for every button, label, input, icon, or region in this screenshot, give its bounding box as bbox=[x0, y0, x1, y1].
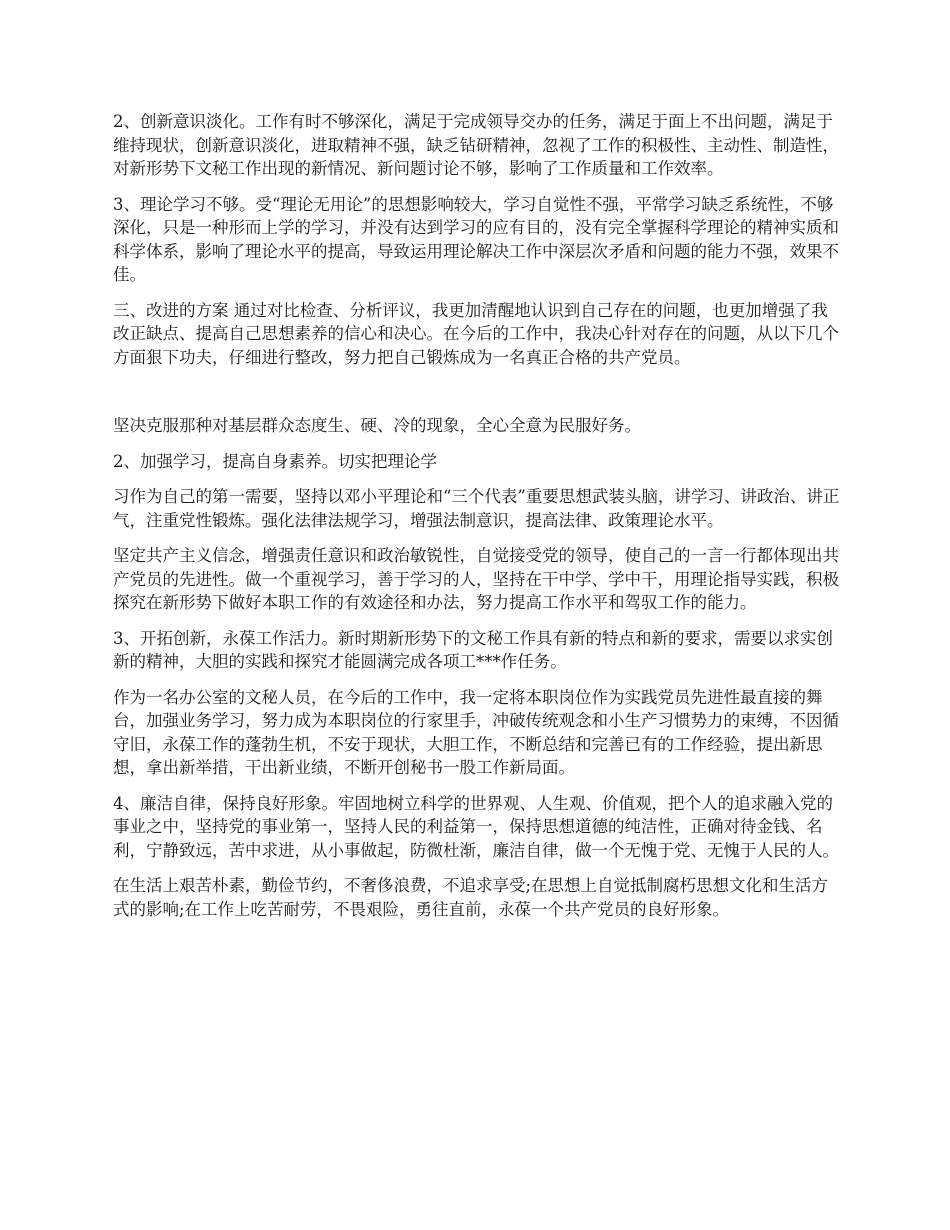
paragraph-innovation-vitality: 3、开拓创新，永葆工作活力。新时期新形势下的文秘工作具有新的特点和新的要求，需要以求实创新的精神，大胆的实践和探究才能圆满完成各项工***作任务。 bbox=[113, 628, 833, 671]
paragraph-theory-study: 3、理论学习不够。受“理论无用论”的思想影响较大，学习自觉性不强，平常学习缺乏系统性，不够深化，只是一种形而上学的学习，并没有达到学习的应有目的，没有完全掌握科学理论的精神实质和科学体系，影响了理论水平的提高，导致运用理论解决工作中深层次矛盾和问题的能力不强，效果不佳。 bbox=[113, 194, 839, 284]
paragraph-improvement-plan: 三、改进的方案 通过对比检查、分析评议，我更加清醒地认识到自己存在的问题，也更加增强了我改正缺点、提高自己思想素养的信心和决心。在今后的工作中，我决心针对存在的问题，从以下几个方面狠下功夫，仔细进行整改，努力把自己锻炼成为一名真正合格的共产党员。 bbox=[113, 300, 839, 367]
paragraph-strengthen-study: 2、加强学习，提高自身素养。切实把理论学 bbox=[113, 451, 437, 471]
paragraph-integrity: 4、廉洁自律，保持良好形象。牢固地树立科学的世界观、人生观、价值观，把个人的追求融入党的事业之中，坚持党的事业第一，坚持人民的利益第一，保持思想道德的纯洁性，正确对待金钱、名利，宁静致远，苦中求进，从小事做起，防微杜渐，廉洁自律，做一个无愧于党、无愧于人民的人。 bbox=[113, 793, 839, 860]
section-gap bbox=[113, 381, 840, 414]
paragraph-serve-people: 坚决克服那种对基层群众态度生、硬、冷的现象，全心全意为民服好务。 bbox=[113, 416, 641, 435]
paragraph-secretary-role: 作为一名办公室的文秘人员，在今后的工作中，我一定将本职岗位作为实践党员先进性最直接的舞台，加强业务学习，努力成为本职岗位的行家里手，冲破传统观念和小生产习惯势力的束缚，不因循守旧，永葆工作的蓬勃生机，不安于现状，大胆工作，不断总结和完善已有的工作经验，提出新思想，拿出新举措，干出新业绩，不断开创秘书一股工作新局面。 bbox=[113, 687, 839, 777]
paragraph-study-priority: 习作为自己的第一需要，坚持以邓小平理论和“三个代表”重要思想武装头脑，讲学习、讲政治、讲正气，注重党性锻炼。强化法律法规学习，增强法制意识，提高法律、政策理论水平。 bbox=[113, 487, 840, 530]
paragraph-simple-living: 在生活上艰苦朴素，勤俭节约，不奢侈浪费，不追求享受;在思想上自觉抵制腐朽思想文化和生活方式的影响;在工作上吃苦耐劳，不畏艰险，勇往直前，永葆一个共产党员的良好形象。 bbox=[113, 876, 829, 919]
paragraph-communist-belief: 坚定共产主义信念，增强责任意识和政治敏锐性，自觉接受党的领导，使自己的一言一行都体现出共产党员的先进性。做一个重视学习，善于学习的人，坚持在干中学、学中干，用理论指导实践，积极探究在新形势下做好本职工作的有效途径和办法，努力提高工作水平和驾驭工作的能力。 bbox=[113, 546, 839, 612]
paragraph-innovation-awareness: 2、创新意识淡化。工作有时不够深化，满足于完成领导交办的任务，满足于面上不出问题，满足于维持现状，创新意识淡化，进取精神不强，缺乏钻研精神，忽视了工作的积极性、主动性、制造性，对新形势下文秘工作出现的新情况、新问题讨论不够，影响了工作质量和工作效率。 bbox=[113, 112, 839, 178]
